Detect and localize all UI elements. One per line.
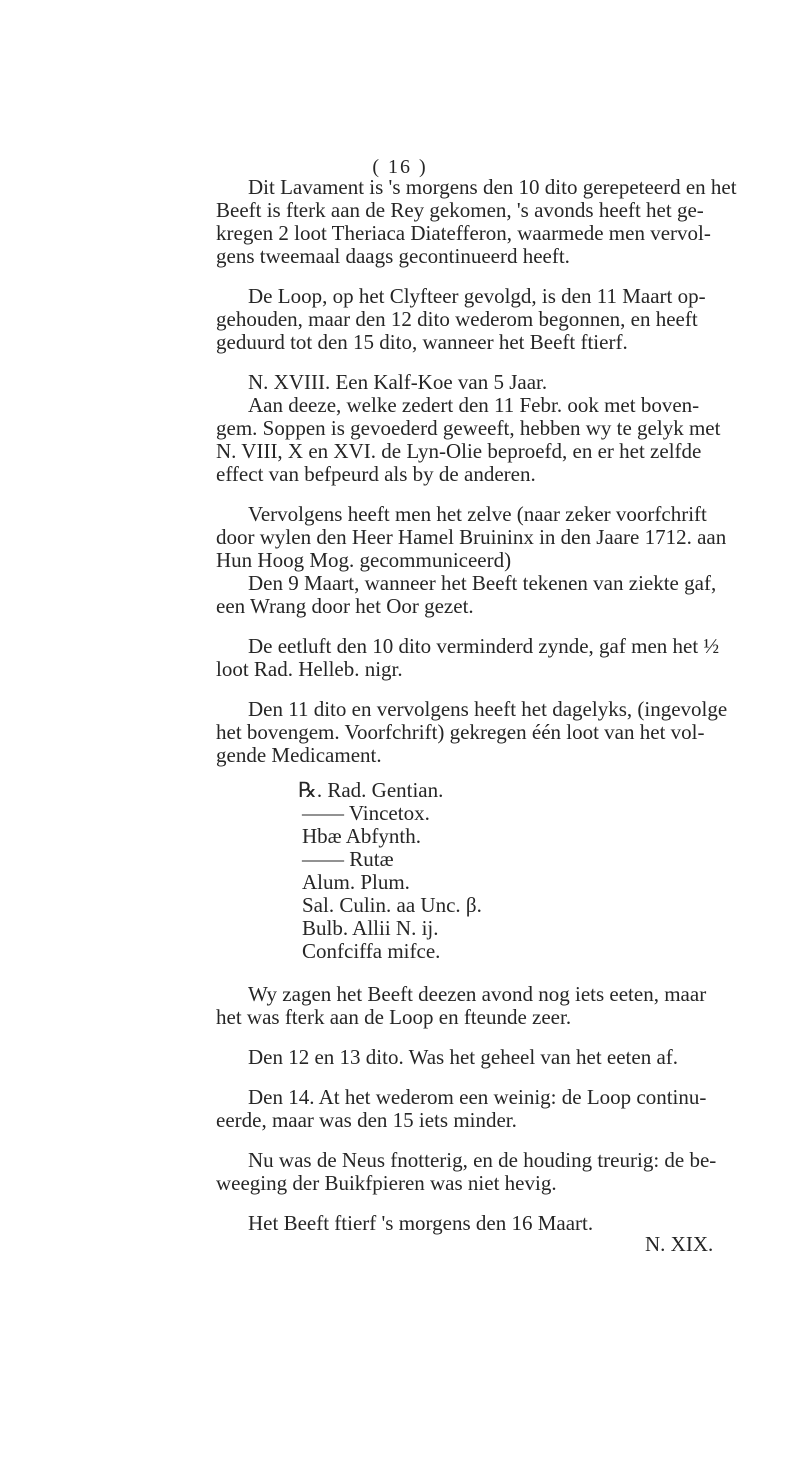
text-line: het bovengem. Voorfchrift) gekregen één loot van het vol- (216, 720, 705, 744)
text-line: Den 9 Maart, wanneer het Beeft tekenen van ziekte gaf, (248, 571, 717, 595)
text-line: gende Medicament. (216, 743, 382, 767)
paragraph (216, 285, 776, 354)
text-line: gens tweemaal daags gecontinueerd heeft. (216, 244, 570, 268)
paragraph (216, 176, 776, 268)
recipe-line: —— Vincetox. (302, 801, 430, 825)
text-line: gem. Soppen is gevoederd geweeft, hebben wy te gelyk met (216, 416, 721, 440)
text-line: Den 12 en 13 dito. Was het geheel van het eeten af. (248, 1045, 679, 1069)
section-heading: N. XVIII. Een Kalf-Koe van 5 Jaar. (248, 370, 548, 394)
text-line: Wy zagen het Beeft deezen avond nog iets eeten, maar (248, 982, 707, 1006)
text-line: Den 14. At het wederom een weinig: de Loop continu- (248, 1085, 707, 1109)
text-line: Het Beeft ftierf 's morgens den 16 Maart. (248, 1211, 594, 1235)
paragraph (216, 503, 776, 618)
text-line: Hun Hoog Mog. gecommuniceerd) (216, 548, 512, 572)
page-number-header: ( 16 ) (372, 156, 428, 178)
text-line: een Wrang door het Oor gezet. (216, 594, 474, 618)
recipe-line: Bulb. Allii N. ij. (302, 916, 439, 940)
recipe-line: Sal. Culin. aa Unc. β. (302, 893, 482, 917)
recipe-list (216, 779, 776, 963)
paragraph (216, 1046, 776, 1069)
text-line: Vervolgens heeft men het zelve (naar zeker voorfchrift (248, 502, 707, 526)
text-line: geduurd tot den 15 dito, wanneer het Beeft ftierf. (216, 330, 628, 354)
text-line: weeging der Buikfpieren was niet hevig. (216, 1171, 557, 1195)
paragraph (216, 635, 776, 681)
text-line: door wylen den Heer Hamel Bruininx in den Jaare 1712. aan (216, 525, 727, 549)
recipe-line: —— Rutæ (302, 847, 394, 871)
text-line: N. VIII, X en XVI. de Lyn-Olie beproefd, en er het zelfde (216, 439, 702, 463)
recipe-line: Confciffa mifce. (302, 939, 441, 963)
recipe-line: Hbæ Abfynth. (302, 824, 422, 848)
text-line: Nu was de Neus fnotterig, en de houding treurig: de be- (248, 1148, 717, 1172)
text-line: Den 11 dito en vervolgens heeft het dagelyks, (ingevolge (248, 697, 728, 721)
paragraph (216, 983, 776, 1029)
text-line: het was fterk aan de Loop en fteunde zeer. (216, 1005, 572, 1029)
text-line: eerde, maar was den 15 iets minder. (216, 1108, 517, 1132)
paragraph (216, 1149, 776, 1195)
paragraph (216, 371, 776, 486)
text-line: Beeft is fterk aan de Rey gekomen, 's avonds heeft het ge- (216, 198, 704, 222)
recipe-line: Alum. Plum. (302, 870, 410, 894)
text-line: effect van befpeurd als by de anderen. (216, 462, 536, 486)
text-line: gehouden, maar den 12 dito wederom begonnen, en heeft (216, 307, 698, 331)
recipe-line: ℞. Rad. Gentian. (298, 778, 444, 802)
text-line: De eetluft den 10 dito verminderd zynde, gaf men het ½ (248, 634, 720, 658)
paragraph (216, 1086, 776, 1132)
text-line: kregen 2 loot Theriaca Diatefferon, waarmede men vervol- (216, 221, 711, 245)
text-line: Dit Lavament is 's morgens den 10 dito gerepeteerd en het (248, 175, 737, 199)
paragraph (216, 698, 776, 767)
text-line: loot Rad. Helleb. nigr. (216, 657, 403, 681)
catchword: N. XIX. (645, 1232, 714, 1256)
body-text (216, 176, 776, 1235)
text-line: Aan deeze, welke zedert den 11 Febr. ook met boven- (248, 393, 700, 417)
text-line: De Loop, op het Clyfteer gevolgd, is den 11 Maart op- (248, 284, 706, 308)
